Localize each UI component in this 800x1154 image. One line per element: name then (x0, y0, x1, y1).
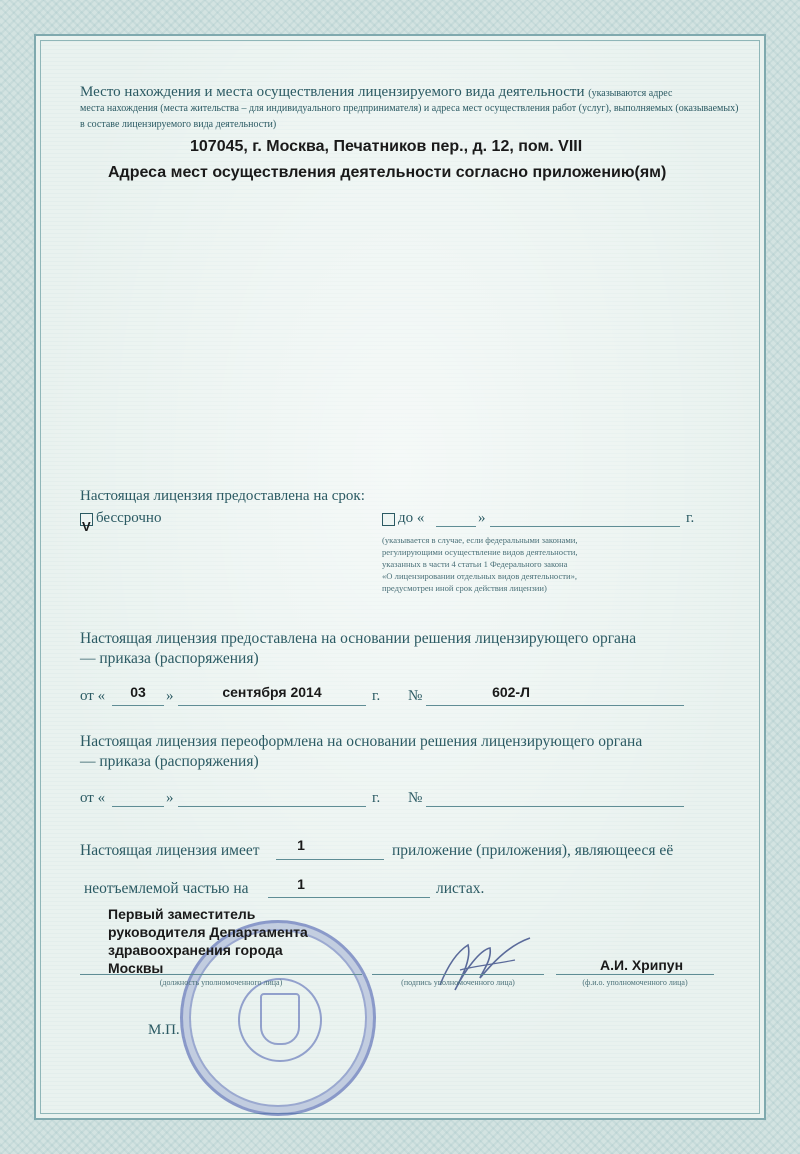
appendix-count-line (276, 859, 384, 860)
until-day-line (436, 526, 476, 527)
term-note-line: указанных в части 4 статьи 1 Федерального закона (382, 559, 568, 569)
signatory-position-line: Москвы (108, 960, 164, 976)
granted-line-2: — приказа (распоряжения) (80, 650, 259, 667)
reissued-close-quote: » (166, 790, 174, 806)
signatory-position-line: здравоохранения города (108, 942, 283, 958)
reissued-month-line (178, 806, 366, 807)
addresses-note: Адреса мест осуществления деятельности согласно приложению(ям) (108, 164, 667, 181)
reissued-number-line (426, 806, 684, 807)
granted-month-line (178, 705, 366, 706)
signatory-position-line: Первый заместитель (108, 906, 256, 922)
term-note-line: «О лицензировании отдельных видов деятельности», (382, 571, 578, 581)
location-heading-text: Место нахождения и места осуществления лицензируемого вида деятельности (80, 84, 585, 100)
location-heading-note: (указываются адрес (588, 88, 673, 99)
term-heading: Настоящая лицензия предоставлена на срок: (80, 488, 365, 504)
appendix-part-4: листах. (436, 880, 485, 897)
appendix-part-1: Настоящая лицензия имеет (80, 842, 260, 859)
address-value: 107045, г. Москва, Печатников пер., д. 12, пом. VIII (190, 138, 583, 155)
location-note-line-3: в составе лицензируемого вида деятельности) (80, 119, 277, 130)
reissued-line-2: — приказа (распоряжения) (80, 753, 259, 770)
term-note-line: регулирующими осуществление видов деятельности, (382, 547, 578, 557)
term-note (382, 534, 578, 594)
granted-month-year: сентября 2014 (222, 684, 322, 700)
signature-line (372, 974, 544, 975)
indefinite-check-mark: V (82, 519, 91, 534)
signatory-name: А.И. Хрипун (600, 957, 684, 973)
until-close-quote: » (478, 510, 486, 526)
signature-caption: (подпись уполномоченного лица) (401, 978, 515, 987)
until-year-suffix: г. (686, 510, 695, 526)
indefinite-label: бессрочно (96, 510, 162, 526)
granted-year-suffix: г. (372, 688, 381, 704)
reissued-from-label: от « (80, 790, 106, 806)
term-note-line: предусмотрен иной срок действия лицензии) (382, 583, 547, 593)
location-note-line-2: места нахождения (места жительства – для индивидуального предпринимателя) и адреса мест осуществления работ (услуг), выполняемых (оказываемых) (80, 103, 739, 114)
granted-from-label: от « (80, 688, 106, 704)
signatory-position-line: руководителя Департамента (108, 924, 308, 940)
granted-day-line (112, 705, 164, 706)
location-heading (80, 84, 672, 101)
until-checkbox (382, 513, 395, 526)
coat-of-arms-icon (260, 993, 300, 1045)
granted-line-1: Настоящая лицензия предоставлена на основании решения лицензирующего органа (80, 630, 637, 647)
term-note-line: (указывается в случае, если федеральными законами, (382, 535, 578, 545)
position-line (80, 974, 362, 975)
granted-number-line (426, 705, 684, 706)
until-label: до « (398, 510, 425, 526)
appendix-part-2: приложение (приложения), являющееся её (392, 842, 674, 859)
reissued-day-line (112, 806, 164, 807)
until-month-line (490, 526, 680, 527)
granted-number-label: № (408, 688, 423, 704)
appendix-sheets: 1 (297, 876, 305, 892)
appendix-part-3: неотъемлемой частью на (84, 880, 249, 897)
reissued-number-label: № (408, 790, 423, 806)
signatory-position (108, 905, 308, 977)
handwritten-signature (420, 930, 540, 1000)
name-caption: (ф.и.о. уполномоченного лица) (582, 978, 688, 987)
name-line (556, 974, 714, 975)
reissued-line-1: Настоящая лицензия переоформлена на основании решения лицензирующего органа (80, 733, 643, 750)
background-watermark (36, 246, 764, 320)
position-caption: (должность уполномоченного лица) (159, 978, 283, 987)
granted-day: 03 (130, 684, 146, 700)
seal-label: М.П. (148, 1022, 180, 1038)
granted-close-quote: » (166, 688, 174, 704)
appendix-sheets-line (268, 897, 430, 898)
reissued-year-suffix: г. (372, 790, 381, 806)
appendix-count: 1 (297, 837, 305, 853)
granted-number: 602-Л (492, 684, 530, 700)
